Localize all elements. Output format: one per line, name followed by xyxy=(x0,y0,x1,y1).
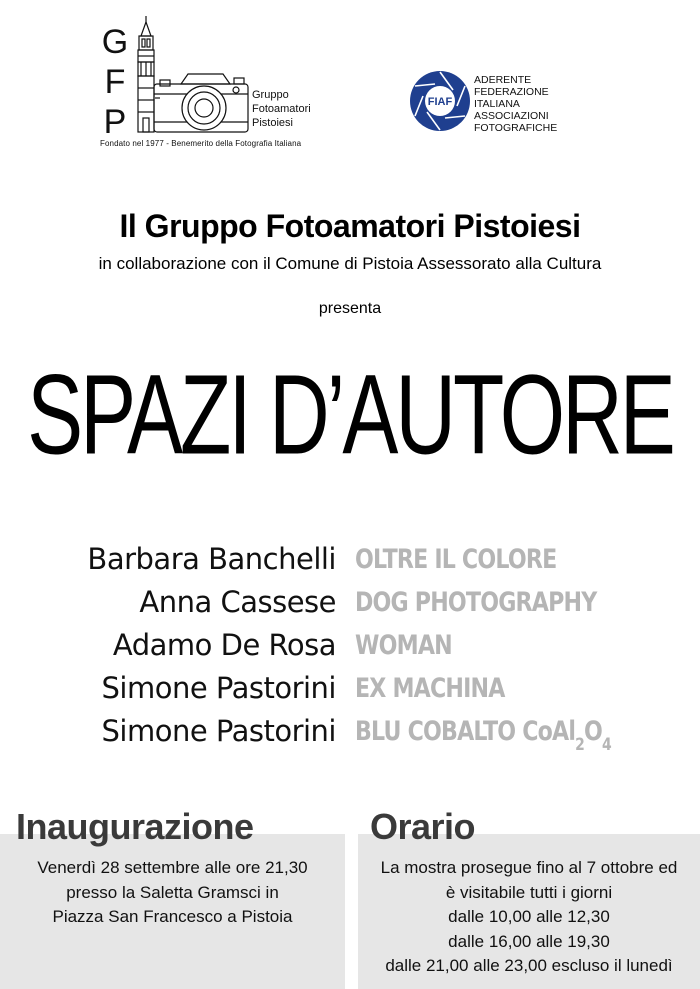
gfp-name-line: Fotoamatori xyxy=(252,103,311,115)
exhibitor-work: OLTRE IL COLORE xyxy=(355,544,557,575)
gfp-letter-f: F xyxy=(104,63,126,101)
exhibitor-work: EX MACHINA xyxy=(355,673,505,704)
exhibitor-author: Simone Pastorini xyxy=(101,671,336,705)
exhibitor-row xyxy=(0,712,700,755)
fiaf-badge-text: FIAF xyxy=(427,96,453,108)
gfp-name xyxy=(252,88,311,130)
inaugurazione-line: presso la Saletta Gramsci in xyxy=(66,882,279,902)
orario-line: dalle 16,00 alle 19,30 xyxy=(448,931,610,951)
collaboration-line: in collaborazione con il Comune di Pistoia Assessorato alla Cultura xyxy=(98,254,602,273)
work-subscript: 2 xyxy=(575,735,584,755)
fiaf-text-line: FOTOGRAFICHE xyxy=(474,122,558,134)
exhibitor-work xyxy=(355,716,611,755)
exhibitor-author: Simone Pastorini xyxy=(101,714,336,748)
orario-line: La mostra prosegue fino al 7 ottobre ed xyxy=(380,858,678,877)
exhibitor-author: Adamo De Rosa xyxy=(112,628,336,662)
gfp-name-line: Pistoiesi xyxy=(252,117,293,129)
orario-details xyxy=(358,856,700,979)
orario-heading: Orario xyxy=(370,806,476,847)
inaugurazione-heading: Inaugurazione xyxy=(16,806,254,847)
inaugurazione-details xyxy=(0,856,345,930)
gfp-letter-p: P xyxy=(103,103,127,141)
exhibitor-work: DOG PHOTOGRAPHY xyxy=(355,587,597,618)
fiaf-text-line: ITALIANA xyxy=(474,98,520,110)
presenta-label: presenta xyxy=(318,300,382,317)
work-subscript: 4 xyxy=(601,735,611,755)
exhibitor-row xyxy=(0,583,700,626)
exhibitor-row xyxy=(0,540,700,583)
exhibitor-list xyxy=(0,540,700,755)
fiaf-aperture-logo-icon xyxy=(409,70,471,132)
gfp-letter-g: G xyxy=(101,23,129,61)
organizer-title: Il Gruppo Fotoamatori Pistoiesi xyxy=(119,208,581,244)
gfp-name-line: Gruppo xyxy=(252,89,289,101)
fiaf-text-line: ASSOCIAZIONI xyxy=(474,110,549,122)
inaugurazione-line: Piazza San Francesco a Pistoia xyxy=(52,907,293,926)
fiaf-text xyxy=(474,74,557,134)
exhibitor-row xyxy=(0,669,700,712)
work-text: O xyxy=(583,716,602,747)
tower-camera-logo-icon xyxy=(128,14,250,134)
exhibitor-author: Anna Cassese xyxy=(139,585,336,619)
exhibitor-author: Barbara Banchelli xyxy=(87,542,336,576)
fiaf-text-line: ADERENTE xyxy=(474,74,532,86)
exhibition-title: SPAZI D’AUTORE xyxy=(27,350,673,478)
gfp-tagline: Fondato nel 1977 - Benemerito della Fotografia Italiana xyxy=(100,139,302,148)
exhibitor-work: WOMAN xyxy=(355,630,452,661)
fiaf-text-line: FEDERAZIONE xyxy=(474,86,549,98)
orario-line: dalle 21,00 alle 23,00 escluso il lunedì xyxy=(385,956,673,975)
work-text: BLU COBALTO CoAl xyxy=(355,716,576,747)
inaugurazione-line: Venerdì 28 settembre alle ore 21,30 xyxy=(37,858,308,877)
orario-line: dalle 10,00 alle 12,30 xyxy=(448,907,610,926)
gfp-monogram xyxy=(100,22,130,142)
orario-line: è visitabile tutti i giorni xyxy=(445,882,613,902)
exhibitor-row xyxy=(0,626,700,669)
